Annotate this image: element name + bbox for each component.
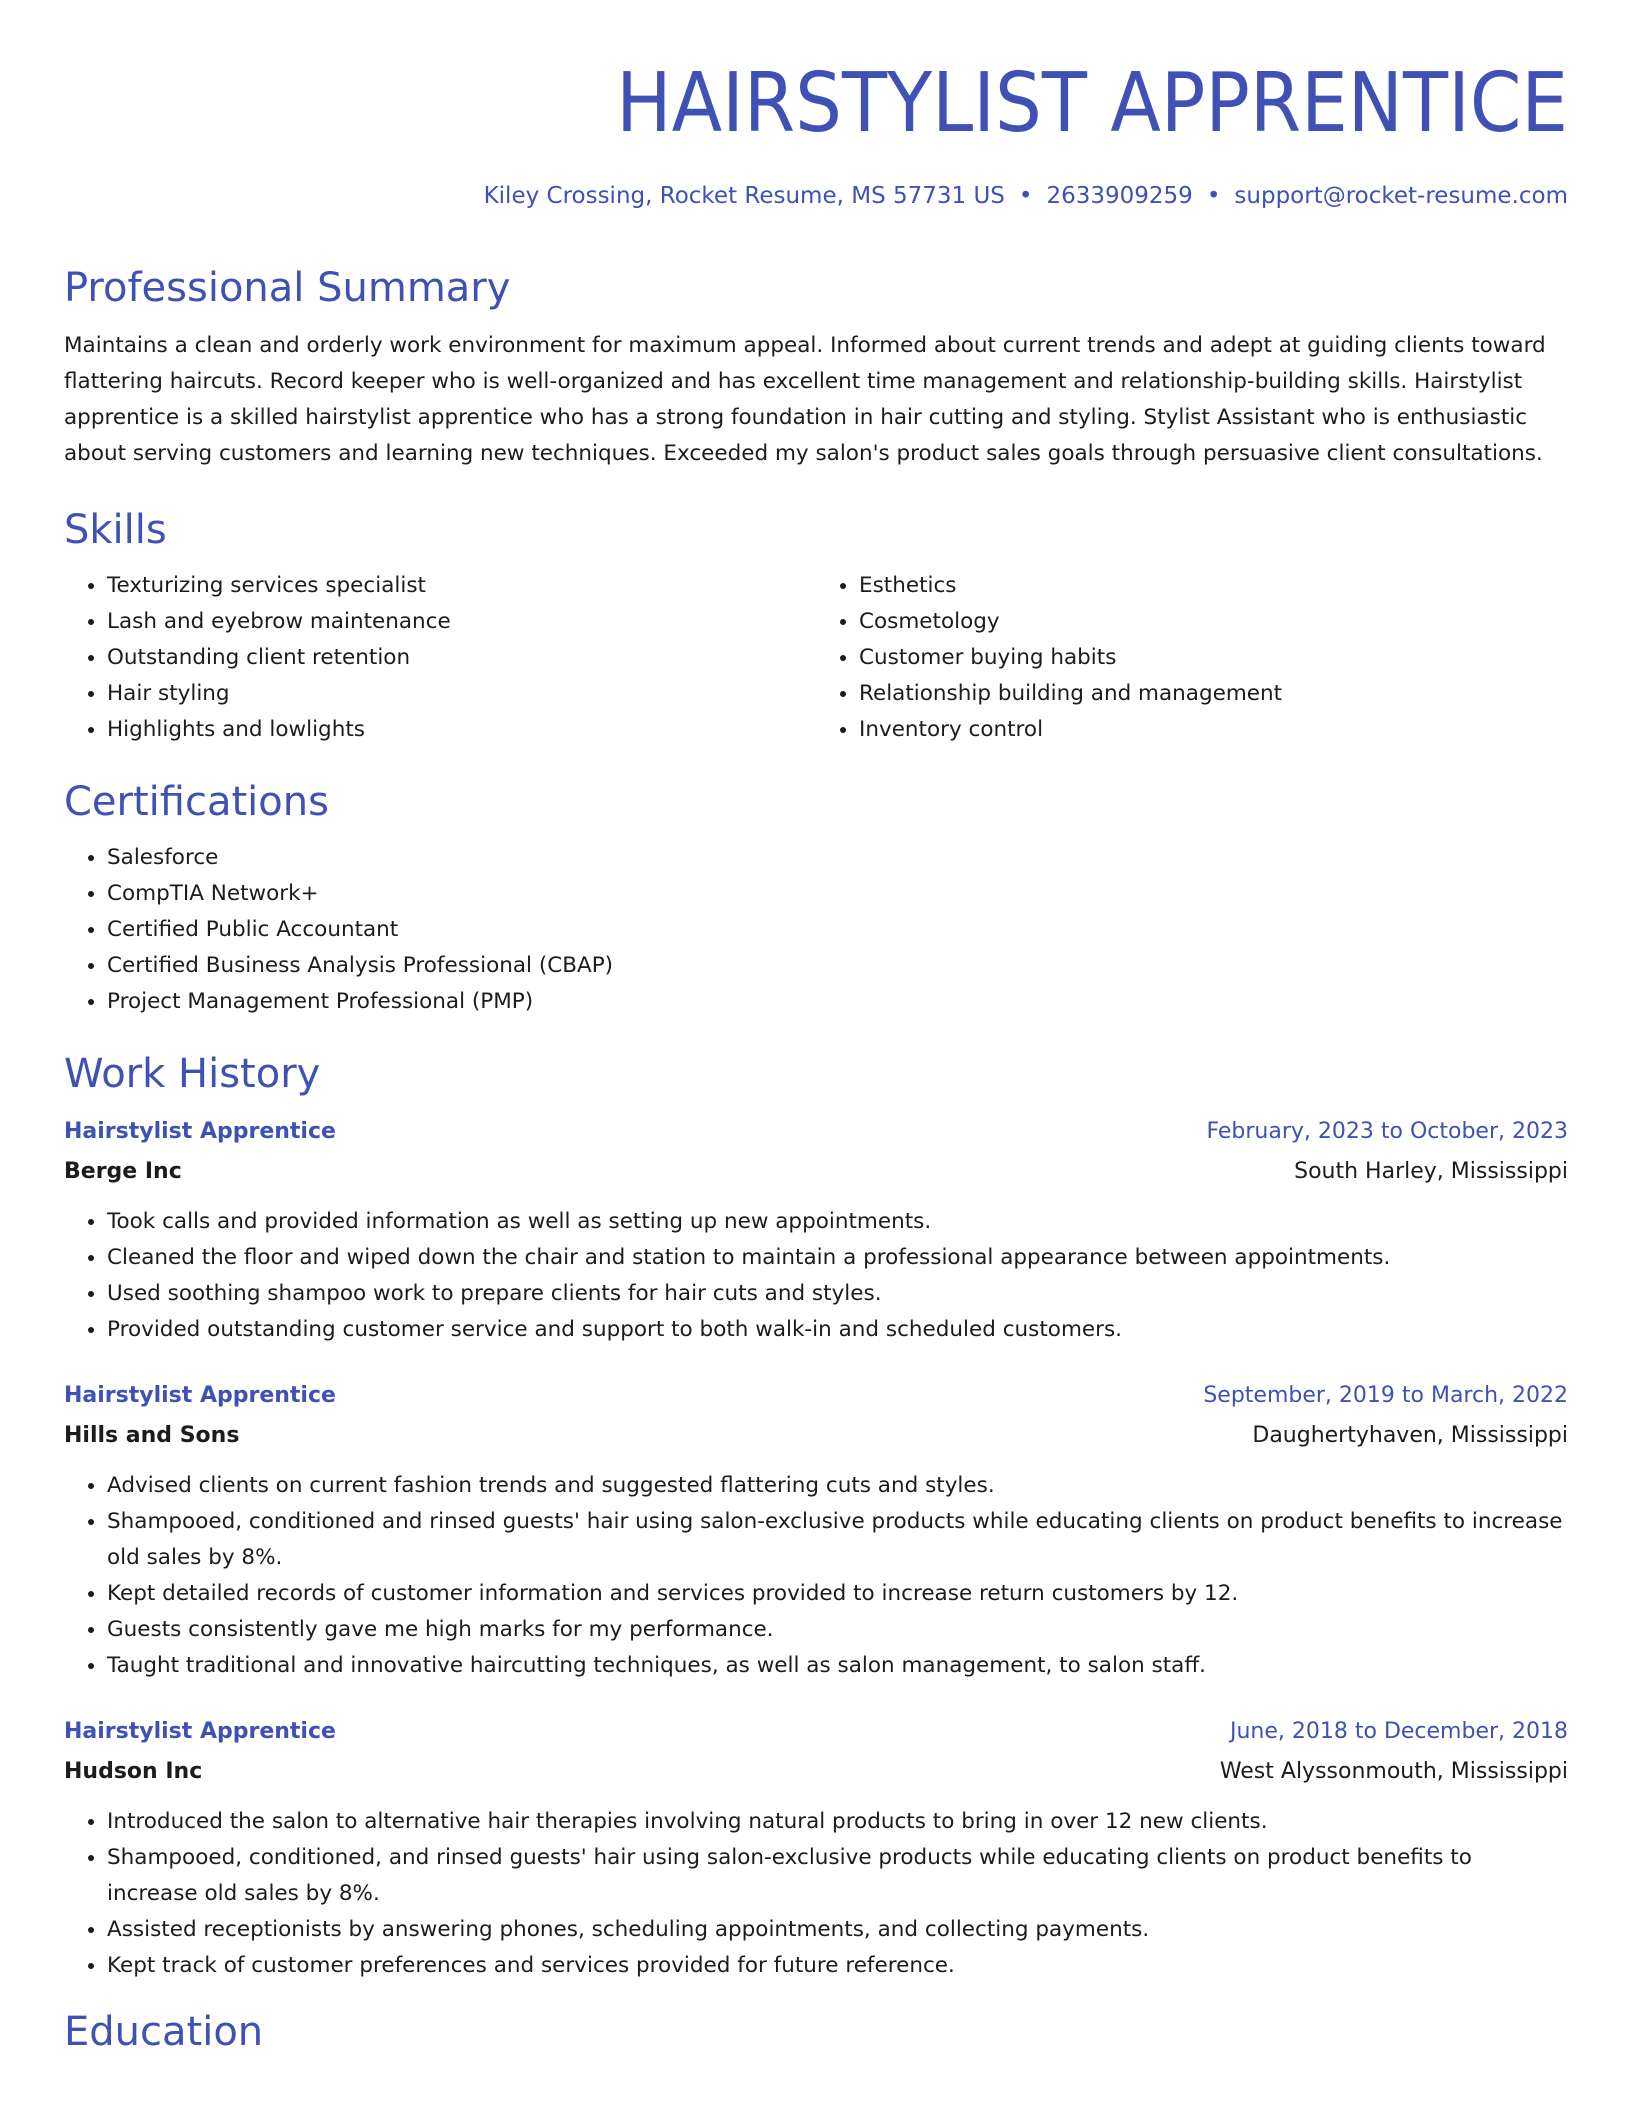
skills-heading: Skills <box>64 507 167 553</box>
job-header <box>64 1712 1568 1752</box>
certifications-heading: Certifications <box>64 779 329 825</box>
education-heading: Education <box>64 2009 264 2055</box>
contact-line <box>64 180 1568 212</box>
skill-item: • Cosmetology <box>859 604 1568 640</box>
contact-email[interactable]: support@rocket-resume.com <box>1234 183 1568 209</box>
job-dates: June, 2018 to December, 2018 <box>1229 1719 1568 1744</box>
contact-phone: 2633909259 <box>1046 183 1193 209</box>
job-subheader <box>64 1752 1568 1792</box>
certification-item: • CompTIA Network+ <box>107 876 1568 912</box>
summary-text: Maintains a clean and orderly work environment for maximum appeal. Informed about current trends and adept at guiding clients toward flattering haircuts. Record keeper who is well-organized and has excellent time management and relationship-building skills. Hairstylist apprentice is a skilled hairstylist apprentice who has a strong foundation in hair cutting and styling. Stylist Assistant who is enthusiastic about serving customers and learning new techniques. Exceeded my salon's product sales goals through persuasive client consultations. <box>64 333 1546 466</box>
job-location: South Harley, Mississippi <box>1294 1159 1568 1184</box>
job-header <box>64 1376 1568 1416</box>
job-entry <box>64 1712 1568 1984</box>
skill-item: • Relationship building and management <box>859 676 1568 712</box>
job-company: Hudson Inc <box>64 1759 203 1784</box>
skills-column-left <box>64 568 816 748</box>
job-bullet: • Taught traditional and innovative haircutting techniques, as well as salon management, to salon staff. <box>107 1648 1568 1684</box>
job-bullet: • Used soothing shampoo work to prepare clients for hair cuts and styles. <box>107 1276 1568 1312</box>
job-company: Hills and Sons <box>64 1423 240 1448</box>
job-bullet: • Cleaned the floor and wiped down the chair and station to maintain a professional appearance between appointments. <box>107 1240 1568 1276</box>
job-bullet: • Advised clients on current fashion trends and suggested flattering cuts and styles. <box>107 1468 1568 1504</box>
job-bullets <box>64 1804 1568 1984</box>
job-dates: February, 2023 to October, 2023 <box>1206 1119 1568 1144</box>
job-location: West Alyssonmouth, Mississippi <box>1219 1759 1568 1784</box>
job-bullets <box>64 1204 1568 1348</box>
skill-item: • Lash and eyebrow maintenance <box>107 604 816 640</box>
job-bullet: • Assisted receptionists by answering phones, scheduling appointments, and collecting payments. <box>107 1912 1568 1948</box>
skills-column-right <box>816 568 1568 748</box>
skill-item: • Highlights and lowlights <box>107 712 816 748</box>
certification-item: • Certified Business Analysis Professional (CBAP) <box>107 948 1568 984</box>
job-entry <box>64 1376 1568 1684</box>
resume-name: HAIRSTYLIST APPRENTICE <box>616 56 1568 151</box>
summary-heading: Professional Summary <box>64 265 511 311</box>
job-title: Hairstylist Apprentice <box>64 1719 336 1744</box>
job-dates: September, 2019 to March, 2022 <box>1203 1383 1568 1408</box>
job-header <box>64 1112 1568 1152</box>
contact-separator: • <box>1018 183 1033 209</box>
job-bullet: • Kept detailed records of customer information and services provided to increase return customers by 12. <box>107 1576 1568 1612</box>
job-bullet: • Shampooed, conditioned and rinsed guests' hair using salon-exclusive products while educating clients on product benefits to increase old sales by 8%. <box>107 1504 1568 1576</box>
job-bullet: • Guests consistently gave me high marks for my performance. <box>107 1612 1568 1648</box>
job-bullet: • Took calls and provided information as well as setting up new appointments. <box>107 1204 1568 1240</box>
job-company: Berge Inc <box>64 1159 182 1184</box>
skill-item: • Texturizing services specialist <box>107 568 816 604</box>
job-bullets <box>64 1468 1568 1684</box>
work-history-heading: Work History <box>64 1051 321 1097</box>
job-subheader <box>64 1416 1568 1456</box>
job-subheader <box>64 1152 1568 1192</box>
skill-item: • Outstanding client retention <box>107 640 816 676</box>
contact-address: Kiley Crossing, Rocket Resume, MS 57731 US <box>483 183 1005 209</box>
certification-item: • Project Management Professional (PMP) <box>107 984 1568 1020</box>
job-bullet: • Provided outstanding customer service and support to both walk-in and scheduled customers. <box>107 1312 1568 1348</box>
certification-item: • Certified Public Accountant <box>107 912 1568 948</box>
job-title: Hairstylist Apprentice <box>64 1383 336 1408</box>
skill-item: • Inventory control <box>859 712 1568 748</box>
job-bullet: • Introduced the salon to alternative hair therapies involving natural products to bring in over 12 new clients. <box>107 1804 1568 1840</box>
skill-item: • Hair styling <box>107 676 816 712</box>
skills-list <box>64 568 1568 748</box>
certification-item: • Salesforce <box>107 840 1568 876</box>
skill-item: • Customer buying habits <box>859 640 1568 676</box>
resume-header <box>64 0 1568 212</box>
job-entry <box>64 1112 1568 1348</box>
certifications-list <box>64 840 1568 1020</box>
job-bullet: • Shampooed, conditioned, and rinsed guests' hair using salon-exclusive products while educating clients on product benefits to increase old sales by 8%. <box>107 1840 1568 1912</box>
job-location: Daughertyhaven, Mississippi <box>1252 1423 1568 1448</box>
job-title: Hairstylist Apprentice <box>64 1119 336 1144</box>
contact-separator: • <box>1206 183 1221 209</box>
job-bullet: • Kept track of customer preferences and services provided for future reference. <box>107 1948 1568 1984</box>
skill-item: • Esthetics <box>859 568 1568 604</box>
